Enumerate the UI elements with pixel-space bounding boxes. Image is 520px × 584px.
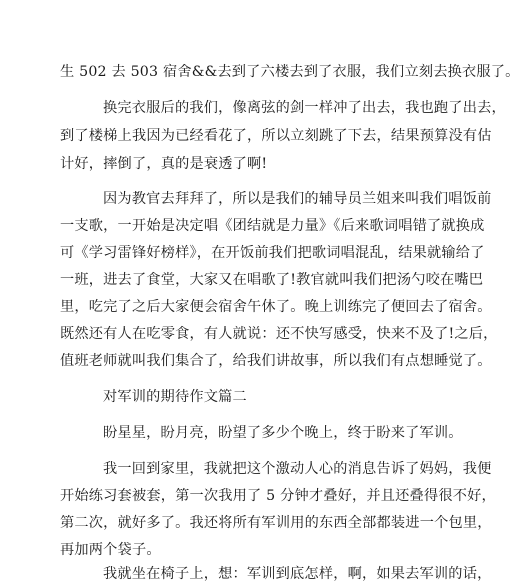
- text-line: 计好，摔倒了，真的是衰透了啊!: [60, 156, 268, 172]
- section-heading: 对军训的期待作文篇二: [103, 389, 247, 405]
- text-line: 再加两个袋子。: [60, 542, 161, 558]
- text-line: 到了楼梯上我因为已经看花了，所以立刻跳了下去，结果预算没有估: [60, 128, 492, 144]
- text-line: 值班老师就叫我们集合了，给我们讲故事，所以我们有点想睡觉了。: [60, 353, 492, 369]
- paragraph-first-line: 因为教官去拜拜了，所以是我们的辅导员兰姐来叫我们唱饭前: [103, 191, 492, 207]
- text-line: 一班，进去了食堂，大家又在唱歌了!教官就叫我们把汤勺咬在嘴巴: [60, 272, 484, 288]
- text-line: 生 502 去 503 宿舍&&去到了六楼去到了衣服，我们立刻去换衣服了。: [60, 64, 520, 80]
- text-line: 里，吃完了之后大家便会宿舍午休了。晚上训练完了便回去了宿舍。: [60, 299, 492, 315]
- text-line: 开始练习套被套，第一次我用了 5 分钟才叠好，并且还叠得很不好，: [60, 488, 496, 504]
- paragraph-first-line: 我就坐在椅子上，想：军训到底怎样，啊，如果去军训的话，: [103, 566, 492, 582]
- text-line: 可《学习雷锋好榜样》，在开饭前我们把歌词唱混乱，结果就输给了: [60, 245, 485, 261]
- paragraph-first-line: 盼星星，盼月亮，盼望了多少个晚上，终于盼来了军训。: [103, 425, 463, 441]
- text-line: 既然还有人在吃零食，有人就说：还不快写感受，快来不及了!之后，: [60, 326, 498, 342]
- text-line: 第二次，就好多了。我还将所有军训用的东西全部都装进一个包里，: [60, 515, 492, 531]
- paragraph-first-line: 换完衣服后的我们，像离弦的剑一样冲了出去，我也跑了出去，: [103, 100, 506, 116]
- text-line: 一支歌，一开始是决定唱《团结就是力量》《后来歌词唱错了就换成: [60, 218, 485, 234]
- paragraph-first-line: 我一回到家里，我就把这个激动人心的消息告诉了妈妈，我便: [103, 461, 492, 477]
